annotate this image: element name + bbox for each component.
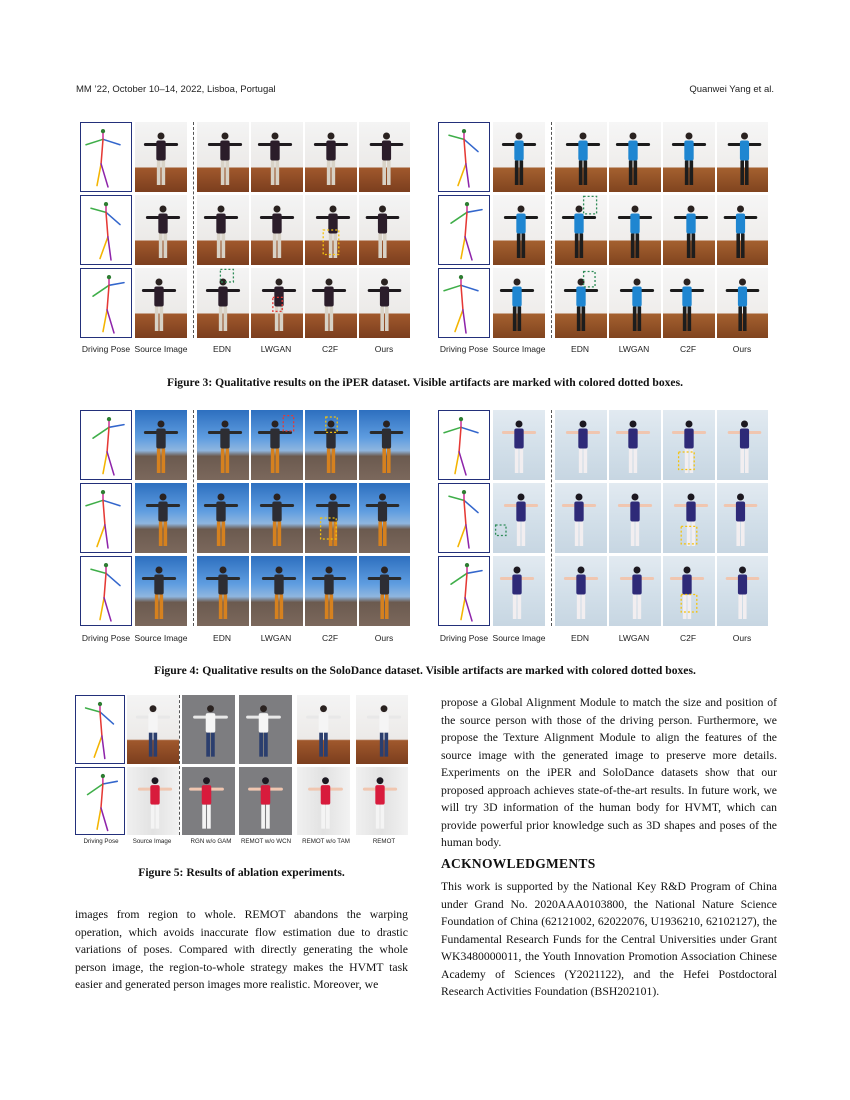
acknowledgments-paragraph: This work is supported by the National Key R&D Program of China under Grand No. 2020AAA0103800, the National Nature Science Foundation of China (62121002, 62022076, U1936210, 62102127), the Fundamental Research Funds for the Central Universities under Grant WK3480000011, the Youth Innovation Promotion Association Chinese Academy of Sciences (Y2021122), and the Hefei Postdoctoral Research Activities Foundation (BSH202101). (441, 880, 777, 998)
fig3-label-edn-right: EDN (571, 344, 589, 354)
fig4-label-lwgan: LWGAN (260, 633, 292, 643)
fig4-label-c2f-right: C2F (679, 633, 697, 643)
fig4-label-source-image: Source Image (134, 633, 188, 643)
fig4-label-driving-pose-right: Driving Pose (439, 633, 489, 643)
figure-4-caption: Figure 4: Qualitative results on the SoloDance dataset. Visible artifacts are marked with colored dotted boxes. (154, 664, 696, 677)
fig3-label-driving-pose: Driving Pose (81, 344, 131, 354)
fig3-label-driving-pose-right: Driving Pose (439, 344, 489, 354)
fig4-label-driving-pose: Driving Pose (81, 633, 131, 643)
fig4-label-edn: EDN (213, 633, 231, 643)
fig3-label-source-image-right: Source Image (492, 344, 546, 354)
fig3-label-c2f: C2F (321, 344, 339, 354)
fig5-label-remot-wo-tam: REMOT w/o TAM (302, 838, 350, 845)
figure-5-panel (75, 695, 408, 835)
acknowledgments-heading: ACKNOWLEDGMENTS (441, 856, 596, 871)
left-column-paragraph: images from region to whole. REMOT abandons the warping operation, which avoids inaccurate flow estimation due to drastic variations of poses. Compared with directly generating the whole person image, the region-to-whole strategy makes the HVMT task easier and generated person images more realistic. Moreover, we (75, 908, 408, 991)
fig3-label-ours: Ours (374, 344, 394, 354)
fig5-label-driving-pose: Driving Pose (83, 838, 119, 845)
fig3-label-lwgan: LWGAN (260, 344, 292, 354)
figure-3-panel-right (438, 122, 768, 338)
fig3-label-source-image: Source Image (134, 344, 188, 354)
fig4-label-source-image-right: Source Image (492, 633, 546, 643)
fig3-label-lwgan-right: LWGAN (618, 344, 650, 354)
fig5-label-remot: REMOT (372, 838, 396, 845)
fig4-label-c2f: C2F (321, 633, 339, 643)
running-header-venue: MM ’22, October 10–14, 2022, Lisboa, Portugal (76, 84, 276, 95)
fig5-label-rgn-wo-gam: RGN w/o GAM (190, 838, 232, 845)
fig3-label-edn: EDN (213, 344, 231, 354)
fig3-label-c2f-right: C2F (679, 344, 697, 354)
figure-4-panel-left (80, 410, 410, 626)
figure-3-caption: Figure 3: Qualitative results on the iPER dataset. Visible artifacts are marked with colored dotted boxes. (167, 376, 683, 389)
fig5-label-source-image: Source Image (132, 838, 172, 845)
fig4-label-ours: Ours (374, 633, 394, 643)
fig3-label-ours-right: Ours (732, 344, 752, 354)
figure-4-panel-right (438, 410, 768, 626)
figure-5-caption: Figure 5: Results of ablation experiments. (138, 866, 345, 879)
running-header-authors: Quanwei Yang et al. (689, 84, 774, 95)
fig4-label-edn-right: EDN (571, 633, 589, 643)
right-column-paragraph: propose a Global Alignment Module to match the size and position of the source person with those of the driving person. Furthermore, we propose the Texture Alignment Module to align the features of the source image with the generated image to preserve more details. Experiments on the iPER and SoloDance datasets show that our proposed approach achieves state-of-the-art results. In future work, we will try 3D information of the human body for HVMT, which can provide powerful prior knowledge such as 3D shapes and poses of the human body. (441, 696, 777, 849)
fig4-label-lwgan-right: LWGAN (618, 633, 650, 643)
figure-3-panel-left (80, 122, 410, 338)
fig4-label-ours-right: Ours (732, 633, 752, 643)
fig5-label-remot-wo-wcn: REMOT w/o WCN (240, 838, 292, 845)
